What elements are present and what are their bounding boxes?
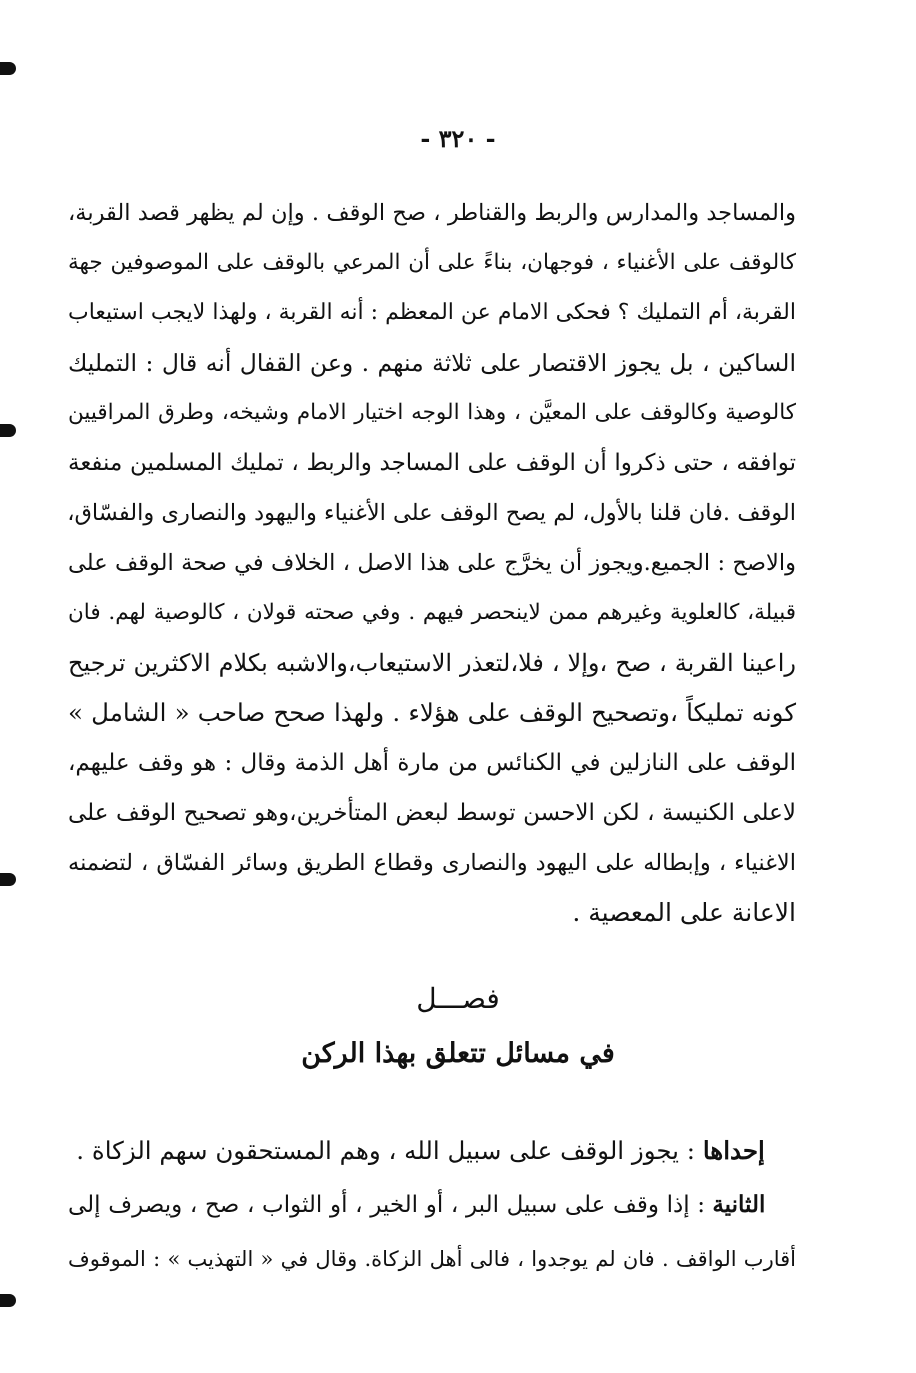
text-line: والاصح : الجميع.ويجوز أن يخرَّج على هذا الاصل ، الخلاف في صحة الوقف على [68,550,796,576]
issue-lead: إحداها [702,1136,765,1165]
issue-line [68,1178,796,1232]
text-line: الوقف على النازلين في الكنائس من مارة أهل الذمة وقال : هو وقف عليهم، [68,750,796,776]
text-line: الاغنياء ، وإبطاله على اليهود والنصارى وقطاع الطريق وسائر الفسّاق ، لتضمنه [68,850,796,876]
issue-text: : إذا وقف على سبيل البر ، أو الخير ، أو الثواب ، صح ، ويصرف إلى [68,1192,713,1218]
text-line: كالوقف على الأغنياء ، فوجهان، بناءً على أن المرعي بالوقف على الموصوفين جهة [68,250,796,275]
section-heading: فصـــل [416,982,500,1015]
scan-edge-mark [0,62,16,75]
issue-text: : يجوز الوقف على سبيل الله ، وهم المستحقون سهم الزكاة . [76,1136,703,1165]
issues-paragraph [68,1124,796,1286]
main-paragraph [68,188,796,938]
text-line: الساكين ، بل يجوز الاقتصار على ثلاثة منهم . وعن القفال أنه قال : التمليك [68,349,796,377]
page-number: - ٣٢٠ - [420,124,496,153]
issue-continuation-line: أقارب الواقف . فان لم يوجدوا ، فالى أهل الزكاة. وقال في « التهذيب » : الموقوف [68,1247,796,1271]
scan-edge-mark [0,873,16,886]
text-line: قبيلة، كالعلوية وغيرهم ممن لاينحصر فيهم . وفي صحته قولان ، كالوصية لهم. فان [68,600,796,625]
section-subtitle: في مسائل تتعلق بهذا الركن [301,1038,615,1069]
text-line: القربة، أم التمليك ؟ فحكى الامام عن المعظم : أنه القربة ، ولهذا لايجب استيعاب [68,300,796,325]
text-line: والمساجد والمدارس والربط والقناطر ، صح الوقف . وإن لم يظهر قصد القربة، [68,200,796,226]
text-line: كالوصية وكالوقف على المعيَّن ، وهذا الوجه اختيار الامام وشيخه، وطرق المراقيين [68,400,796,425]
text-line: لاعلى الكنيسة ، لكن الاحسن توسط لبعض المتأخرين،وهو تصحيح الوقف على [68,800,796,826]
text-line: الوقف .فان قلنا بالأول، لم يصح الوقف على الأغنياء واليهود والنصارى والفسّاق، [67,500,796,526]
text-line: كونه تمليكاً ،وتصحيح الوقف على هؤلاء . ولهذا صحح صاحب « الشامل » [68,698,796,727]
issue-line [68,1124,796,1178]
scan-edge-mark [0,424,16,437]
text-line: توافقه ، حتى ذكروا أن الوقف على المساجد والربط ، تمليك المسلمين منفعة [68,450,796,476]
text-line: راعينا القربة ، صح ،وإلا ، فلا،لتعذر الاستيعاب،والاشبه بكلام الاكثرين ترجيح [68,649,796,677]
scan-edge-mark [0,1294,16,1307]
issue-lead: الثانية [712,1191,766,1218]
text-line: الاعانة على المعصية . [572,898,796,927]
